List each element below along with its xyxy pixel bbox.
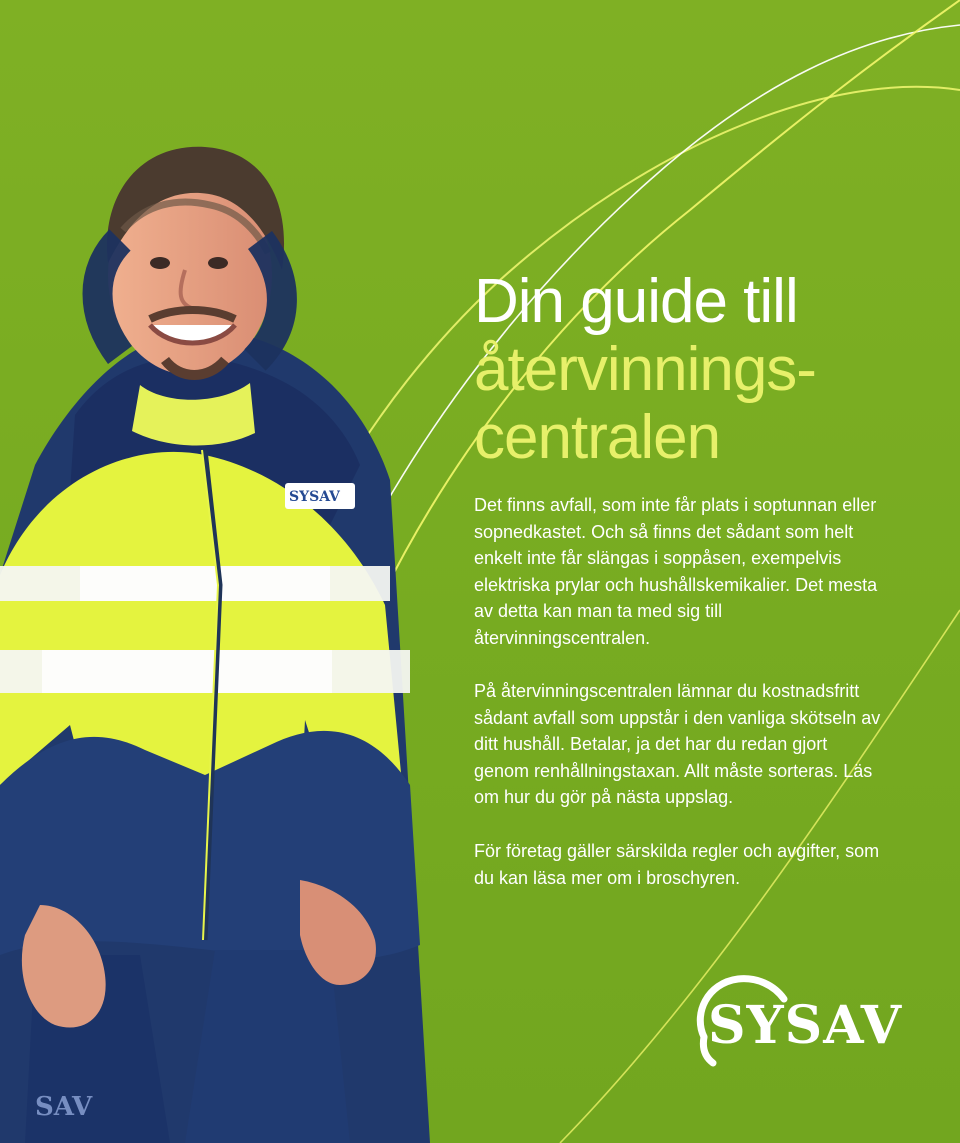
worker-photo bbox=[0, 135, 430, 1143]
company-rules-paragraph: För företag gäller särskilda regler och avgifter, som du kan läsa mer om i broschyren. bbox=[474, 841, 880, 888]
sysav-logo-text: SYSAV bbox=[708, 995, 903, 1056]
sysav-logo bbox=[690, 975, 905, 1067]
pants-logo: SAV bbox=[35, 1092, 93, 1122]
title-line-3: centralen bbox=[474, 403, 721, 472]
jacket-chest-logo: SYSAV bbox=[289, 489, 340, 505]
recycling-paragraph: På återvinningscentralen lämnar du kostnadsfritt sådant avfall som uppstår i den vanliga skötseln av ditt hushåll. Betalar, ja det har du redan gjort genom renhållningstaxan. Allt måste sorteras. Läs om hur du gör på nästa uppslag. bbox=[474, 681, 881, 807]
intro-paragraph: Det finns avfall, som inte får plats i soptunnan eller sopnedkastet. Och så finns det sådant som helt enkelt inte får slängas i soppåsen, exempelvis elektriska prylar och hushållskemikalier. Det mesta av detta kan man ta med sig till återvinningscentralen. bbox=[474, 495, 878, 648]
title-line-1: Din guide till bbox=[474, 267, 798, 336]
title-line-2: återvinnings- bbox=[474, 335, 816, 404]
page-title bbox=[474, 268, 816, 472]
